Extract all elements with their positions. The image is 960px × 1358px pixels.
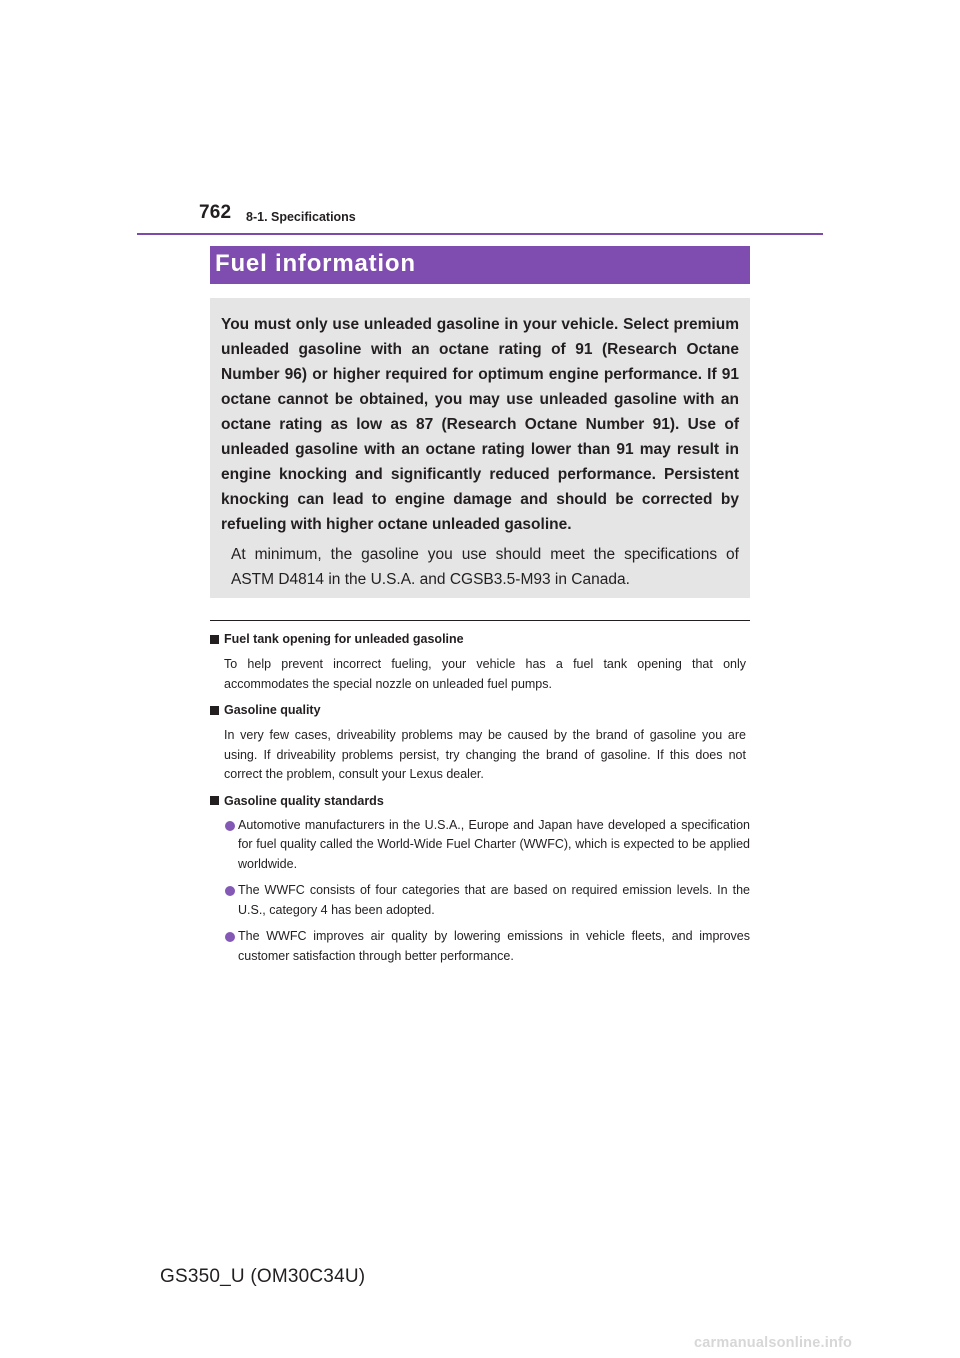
list-item [210, 816, 750, 875]
intro-box [210, 298, 750, 598]
page-number: 762 [199, 202, 232, 223]
round-bullet-icon [225, 821, 235, 831]
section-label: 8-1. Specifications [246, 210, 356, 224]
note-body-gasoline-quality: In very few cases, driveability problems may be caused by the brand of gasoline you are using. If driveability problems persist, try changing the brand of gasoline. If this does not correct the problem, consult your Lexus dealer. [224, 728, 746, 781]
divider [210, 620, 750, 621]
note-heading-fuel-tank-opening [210, 630, 750, 648]
intro-normal-text: At minimum, the gasoline you use should meet the specifications of ASTM D4814 in the U.S.A. and CGSB3.5-M93 in Canada. [231, 546, 739, 588]
square-bullet-icon [210, 706, 219, 715]
note-heading-label: Fuel tank opening for unleaded gasoline [224, 632, 464, 646]
note-heading-label: Gasoline quality [224, 703, 321, 717]
list-item [210, 927, 750, 966]
note-heading-gasoline-quality-standards [210, 792, 750, 810]
round-bullet-icon [225, 886, 235, 896]
notes [210, 630, 750, 966]
watermark: carmanualsonline.info [694, 1335, 853, 1351]
round-bullet-icon [225, 932, 235, 942]
note-heading-label: Gasoline quality standards [224, 793, 384, 808]
intro-bold-text: You must only use unleaded gasoline in your vehicle. Select premium unleaded gasoline with an octane rating of 91 (Research Octane Number 96) or higher required for optimum engine performance. If 91 octane cannot be obtained, you may use unleaded gasoline with an octane rating as low as 87 (Research Octane Number 91). Use of unleaded gasoline with an octane rating lower than 91 may result in engine knocking and significantly reduced performance. Persistent knocking can lead to engine damage and should be corrected by refueling with higher octane unleaded gasoline. [221, 316, 739, 533]
note-body-fuel-tank-opening: To help prevent incorrect fueling, your vehicle has a fuel tank opening that only accommodates the special nozzle on unleaded fuel pumps. [224, 657, 746, 691]
note-heading-gasoline-quality [210, 701, 750, 719]
header-rule [137, 233, 823, 235]
page-title: Fuel information [215, 250, 416, 277]
list-item [210, 881, 750, 920]
list-item-text: The WWFC improves air quality by lowering emissions in vehicle fleets, and improves customer satisfaction through better performance. [238, 929, 750, 963]
square-bullet-icon [210, 796, 219, 805]
footer-model: GS350_U (OM30C34U) [160, 1266, 366, 1287]
list-item-text: Automotive manufacturers in the U.S.A., Europe and Japan have developed a specification for fuel quality called the World-Wide Fuel Charter (WWFC), which is expected to be applied worldwide. [238, 817, 750, 871]
list-item-text: The WWFC consists of four categories that are based on required emission levels. In the U.S., category 4 has been adopted. [238, 883, 750, 917]
square-bullet-icon [210, 635, 219, 644]
title-bar [210, 246, 750, 284]
